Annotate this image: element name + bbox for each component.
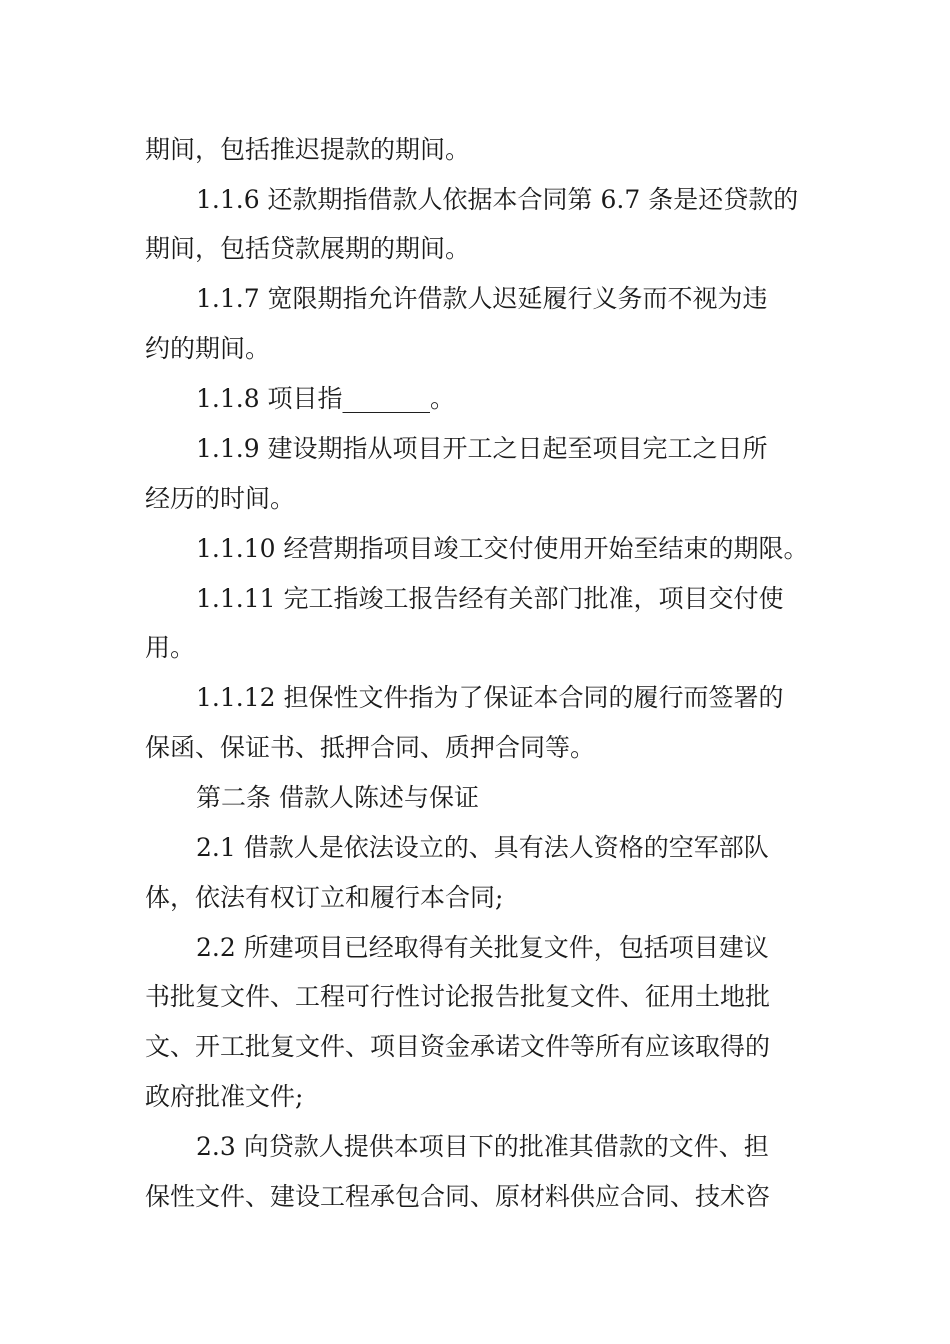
clause-2-3: 2.3 向贷款人提供本项目下的批准其借款的文件、担	[196, 1132, 769, 1161]
clause-2-1: 2.1 借款人是依法设立的、具有法人资格的空军部队	[196, 833, 769, 862]
clause-1-1-12: 1.1.12 担保性文件指为了保证本合同的履行而签署的	[196, 683, 784, 712]
text-line: 保函、保证书、抵押合同、质押合同等。	[145, 733, 596, 762]
clause-1-1-10: 1.1.10 经营期指项目竣工交付使用开始至结束的期限。	[196, 534, 809, 563]
text-line: 政府批准文件;	[145, 1082, 304, 1111]
text-line: 经历的时间。	[145, 484, 296, 513]
clause-1-1-9: 1.1.9 建设期指从项目开工之日起至项目完工之日所	[196, 434, 768, 463]
text-line: 体，依法有权订立和履行本合同;	[145, 883, 504, 912]
text-line: 书批复文件、工程可行性讨论报告批复文件、征用土地批	[145, 982, 771, 1011]
article-2-heading: 第二条 借款人陈述与保证	[196, 783, 479, 812]
text-line: 文、开工批复文件、项目资金承诺文件等所有应该取得的	[145, 1032, 771, 1061]
clause-2-2: 2.2 所建项目已经取得有关批复文件，包括项目建议	[196, 933, 769, 962]
text-line: 期间，包括贷款展期的期间。	[145, 234, 471, 263]
text-line: 用。	[145, 633, 196, 662]
clause-1-1-11: 1.1.11 完工指竣工报告经有关部门批准，项目交付使	[196, 584, 784, 613]
clause-1-1-6: 1.1.6 还款期指借款人依据本合同第 6.7 条是还贷款的	[196, 185, 799, 214]
text-line: 期间，包括推迟提款的期间。	[145, 135, 471, 164]
clause-1-1-7: 1.1.7 宽限期指允许借款人迟延履行义务而不视为违	[196, 284, 768, 313]
clause-1-1-8: 1.1.8 项目指_______。	[196, 384, 456, 413]
text-line: 保性文件、建设工程承包合同、原材料供应合同、技术咨	[145, 1182, 771, 1211]
text-line: 约的期间。	[145, 334, 271, 363]
